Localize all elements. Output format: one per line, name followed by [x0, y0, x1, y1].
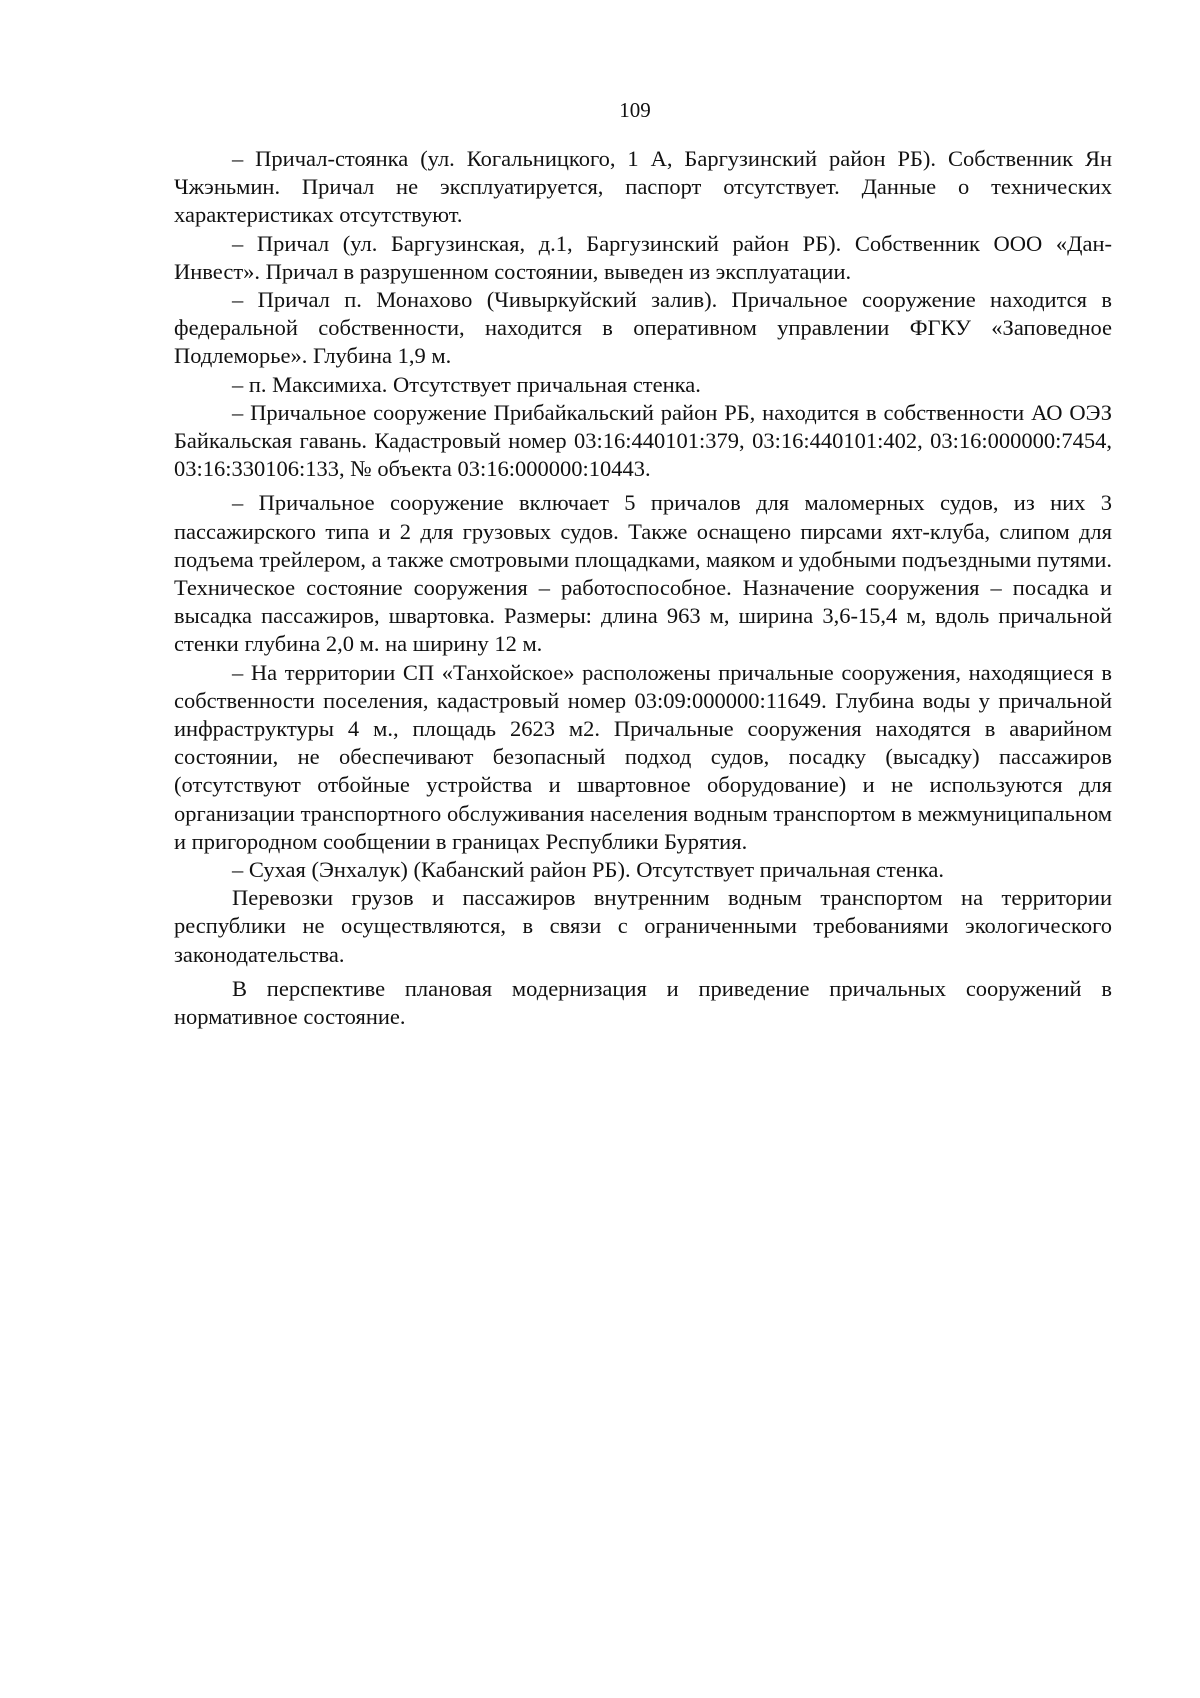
- paragraph-transport: Перевозки грузов и пассажиров внутренним водным транспортом на территории республики не осуществляются, в связи с ограниченными требованиями экологического законодательства.: [174, 885, 1112, 967]
- paragraph-pier-kogalnitskogo: – Причал-стоянка (ул. Когальницкого, 1 А, Баргузинский район РБ). Собственник Ян Чжэньмин. Причал не эксплуатируется, паспорт отсутствует. Данные о технических характеристиках отсутствуют.: [174, 146, 1112, 228]
- paragraph-tankhoyskoe: – На территории СП «Танхойское» расположены причальные сооружения, находящиеся в собственности поселения, кадастровый номер 03:09:000000:11649. Глубина воды у причальной инфраструктуры 4 м., площадь 2623 м2. Причальные сооружения находятся в аварийном состоянии, не обеспечивают безопасный подход судов, посадку (высадку) пассажиров (отсутствуют отбойные устройства и швартовное оборудование) и не используются для организации транспортного обслуживания населения водным транспортом в межмуниципальном и пригородном сообщении в границах Республики Бурятия.: [174, 659, 1112, 854]
- paragraph-structure-description: – Причальное сооружение включает 5 причалов для маломерных судов, из них 3 пассажирского типа и 2 для грузовых судов. Также оснащено пирсами яхт-клуба, слипом для подъема трейлером, а также смотровыми площадками, маяком и удобными подъездными путями. Техническое состояние сооружения – работоспособное. Назначение сооружения – посадка и высадка пассажиров, швартовка. Размеры: длина 963 м, ширина 3,6-15,4 м, вдоль причальной стенки глубина 2,0 м. на ширину 12 м.: [174, 490, 1112, 657]
- paragraph-maksimikha: – п. Максимиха. Отсутствует причальная стенка.: [232, 371, 701, 397]
- page-number: 109: [619, 98, 651, 122]
- paragraph-sukhaya: – Сухая (Энхалук) (Кабанский район РБ). Отсутствует причальная стенка.: [232, 857, 945, 883]
- paragraph-pier-monakhovo: – Причал п. Монахово (Чивыркуйский залив). Причальное сооружение находится в федеральной собственности, находится в оперативном управлении ФГКУ «Заповедное Подлеморье». Глубина 1,9 м.: [174, 287, 1112, 369]
- paragraph-pier-barguzinskaya: – Причал (ул. Баргузинская, д.1, Баргузинский район РБ). Собственник ООО «Дан-Инвест». Причал в разрушенном состоянии, выведен из эксплуатации.: [174, 230, 1112, 284]
- paragraph-modernization: В перспективе плановая модернизация и приведение причальных сооружений в нормативное состояние.: [174, 975, 1112, 1030]
- paragraph-pribaikalsky-structure: – Причальное сооружение Прибайкальский район РБ, находится в собственности АО ОЭЗ Байкальская гавань. Кадастровый номер 03:16:440101:379, 03:16:440101:402, 03:16:000000:7454, 03:16:330106:133, № объекта 03:16:000000:10443.: [174, 399, 1112, 482]
- document-body: [174, 145, 1112, 1031]
